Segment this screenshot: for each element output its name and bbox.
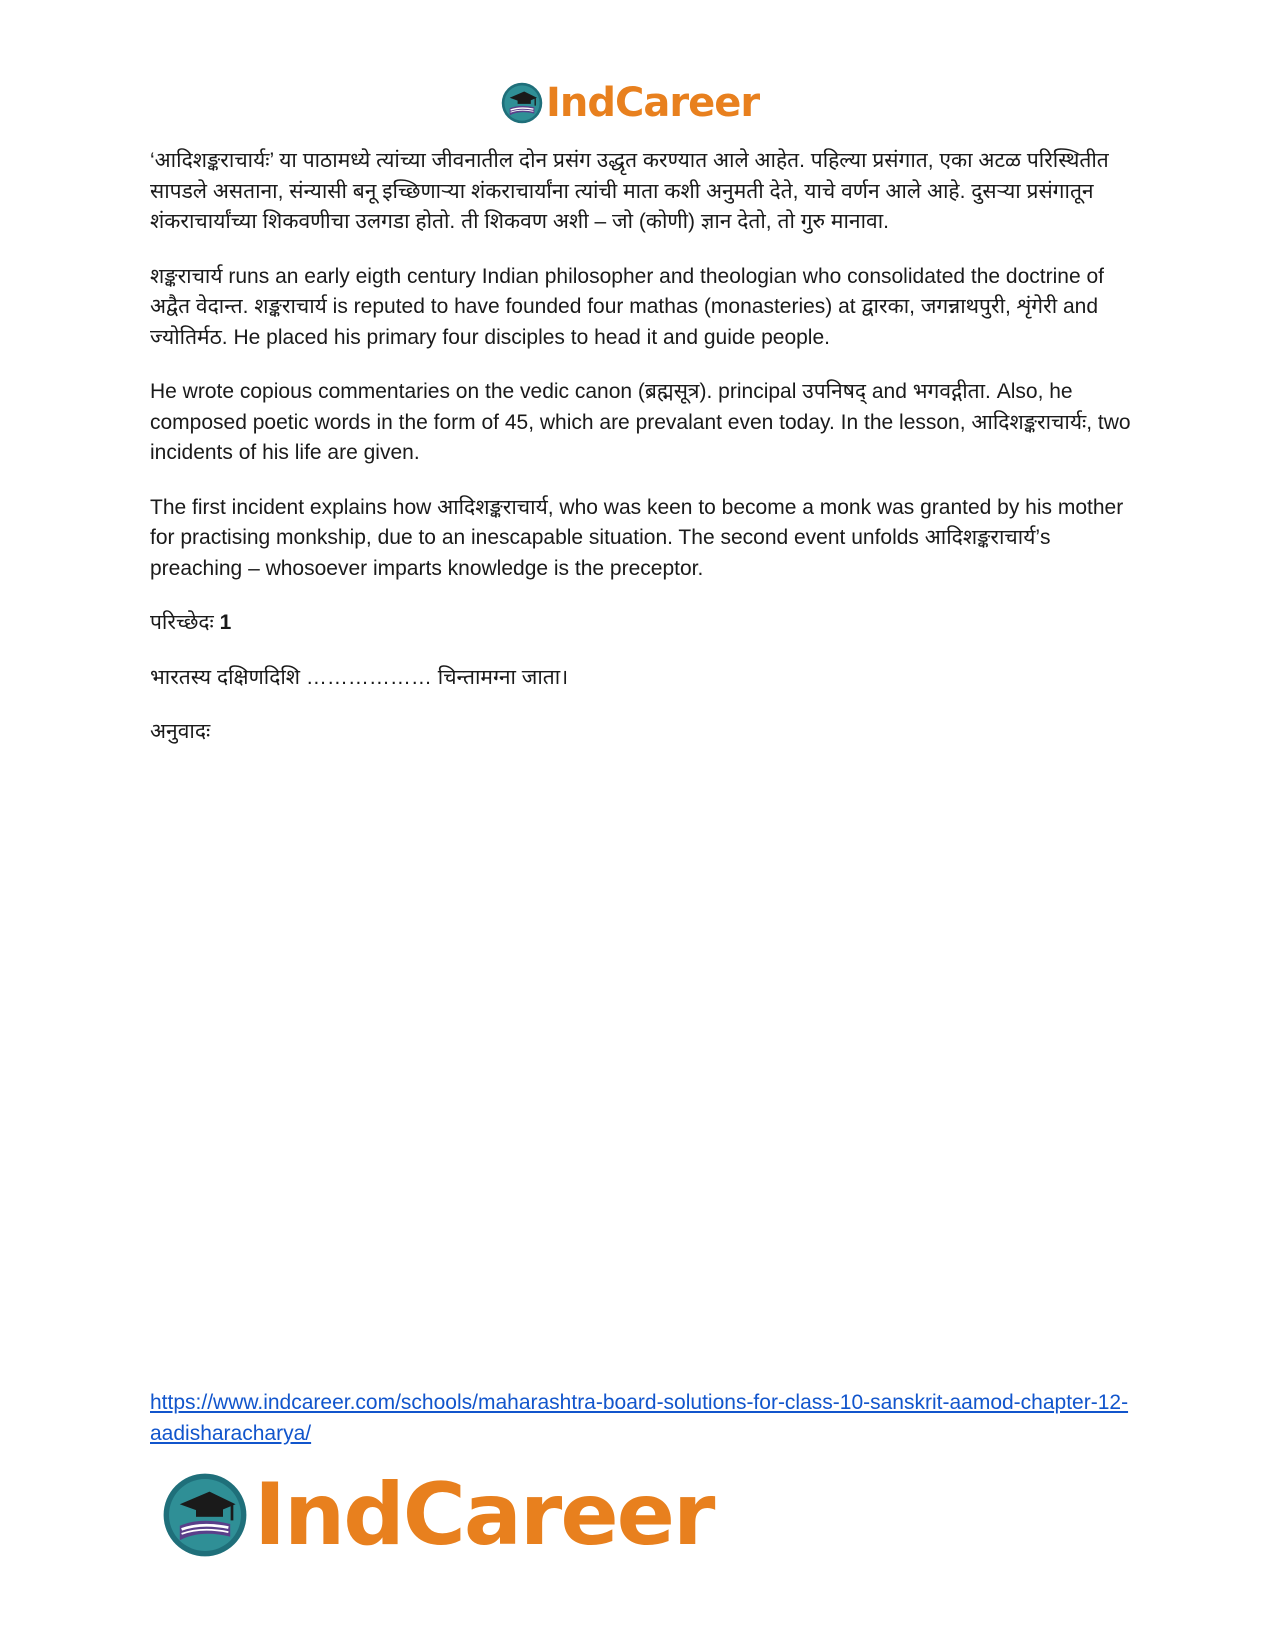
logo-text: IndCareer	[546, 80, 760, 126]
footer-logo	[160, 1460, 713, 1570]
section-heading	[150, 608, 1135, 639]
incidents-paragraph: The first incident explains how आदिशङ्कराचार्य, who was keen to become a monk was granted by his mother for practising monkship, due to an inescapable situation. The second event unfolds आदिशङ्कराचार्य’s preaching – whosoever imparts knowledge is the preceptor.	[150, 495, 1124, 580]
source-link-block	[150, 1388, 1130, 1449]
graduation-cap-book-icon	[160, 1470, 250, 1560]
translation-label: अनुवादः	[150, 720, 211, 743]
document-body	[150, 146, 1135, 772]
section-label: परिच्छेदः	[150, 611, 214, 634]
section-number: 1	[219, 611, 232, 634]
logo-text: IndCareer	[254, 1465, 714, 1565]
header-logo	[500, 78, 759, 128]
graduation-cap-book-icon	[500, 81, 544, 125]
marathi-summary-paragraph: ‘आदिशङ्कराचार्यः’ या पाठामध्ये त्यांच्या जीवनातील दोन प्रसंग उद्धृत करण्यात आले आहेत. पहिल्या प्रसंगात, एका अटळ परिस्थितीत सापडले असताना, संन्यासी बनू इच्छिणाऱ्या शंकराचार्यांना त्यांची माता कशी अनुमती देते, याचे वर्णन आले आहे. दुसऱ्या प्रसंगातून शंकराचार्यांच्या शिकवणीचा उलगडा होतो. ती शिकवण अशी – जो (कोणी) ज्ञान देतो, तो गुरु मानावा.	[150, 149, 1109, 233]
commentaries-paragraph: He wrote copious commentaries on the vedic canon (ब्रह्मसूत्र). principal उपनिषद् and भगवद्गीता. Also, he composed poetic words in the form of 45, which are prevalant even today. In the lesson, आदिशङ्कराचार्यः, two incidents of his life are given.	[150, 380, 1131, 464]
intro-paragraph: शङ्कराचार्य runs an early eigth century Indian philosopher and theologian who consolidated the doctrine of अद्वैत वेदान्त. शङ्कराचार्य is reputed to have founded four mathas (monasteries) at द्वारका, जगन्नाथपुरी, शृंगेरी and ज्योतिर्मठ. He placed his primary four disciples to head it and guide people.	[150, 264, 1104, 349]
verse-line: भारतस्य दक्षिणदिशि ……………… चिन्तामग्ना जाता।	[150, 665, 569, 689]
source-link[interactable]: https://www.indcareer.com/schools/maharashtra-board-solutions-for-class-10-sanskrit-aamod-chapter-12-aadisharacharya/	[150, 1391, 1129, 1445]
